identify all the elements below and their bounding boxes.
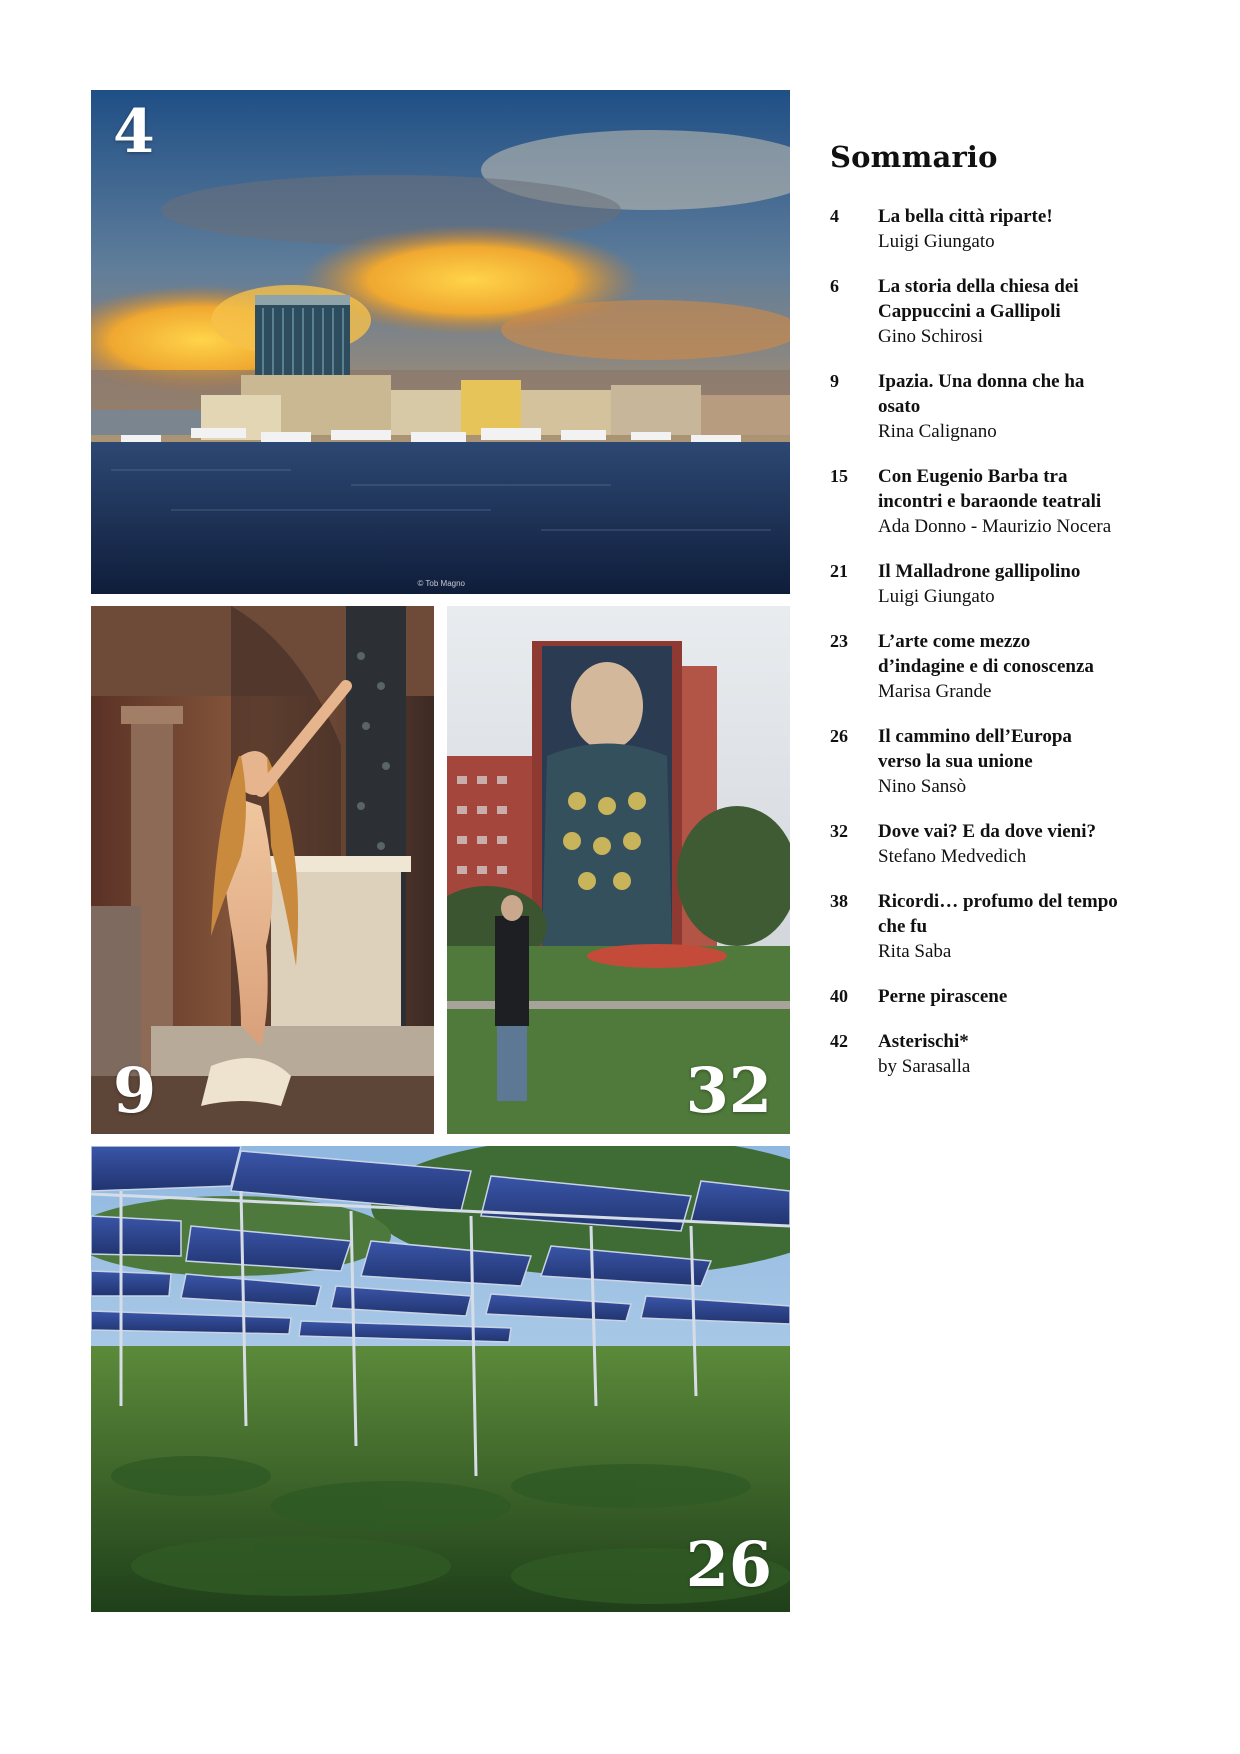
toc-entry-title (878, 1029, 1220, 1054)
toc-entry[interactable] (830, 464, 1220, 539)
toc-entry-title-line: osato (878, 396, 921, 417)
toc-page-number: 9 (830, 371, 839, 391)
toc-page-number: 38 (830, 891, 848, 911)
toc-entry-body (878, 274, 1220, 349)
toc-entry[interactable] (830, 889, 1220, 964)
photo-mural-building (447, 606, 790, 1134)
toc-entry[interactable] (830, 274, 1220, 349)
toc-entry-title (878, 984, 1220, 1009)
toc-entry-title-line: Ipazia. Una donna che ha (878, 371, 1085, 392)
toc-page-number: 21 (830, 561, 848, 581)
toc-entry-body (878, 559, 1220, 609)
toc-entry-author: Stefano Medvedich (878, 846, 1027, 867)
toc-entry-body (878, 984, 1220, 1009)
toc-entry-title-line: verso la sua unione (878, 751, 1033, 772)
toc-entry-title (878, 819, 1220, 844)
toc-entry-title (878, 369, 1220, 419)
toc-entry-author: Rita Saba (878, 941, 952, 962)
toc-entry-title-line: La storia della chiesa dei (878, 276, 1079, 297)
toc-entry-author: Luigi Giungato (878, 586, 995, 607)
toc-entry-author: Ada Donno - Maurizio Nocera (878, 516, 1112, 537)
toc-entry-author: Luigi Giungato (878, 231, 995, 252)
photo-solar-field (91, 1146, 790, 1612)
photo-page-number: 32 (685, 1054, 772, 1127)
toc-entry-title (878, 724, 1220, 774)
toc-page-number: 32 (830, 821, 848, 841)
toc-entry[interactable] (830, 984, 1220, 1009)
photo-credit: © Tob Magno (417, 579, 465, 588)
toc-entry[interactable] (830, 1029, 1220, 1079)
photo-page-number: 9 (113, 1054, 157, 1127)
photo-gallipoli-harbor (91, 90, 790, 594)
toc-entry-body (878, 464, 1220, 539)
toc-entry-author: Marisa Grande (878, 681, 992, 702)
toc-entry[interactable] (830, 559, 1220, 609)
toc-entry-title-line: La bella città riparte! (878, 206, 1053, 227)
toc-entry-title-line: che fu (878, 916, 928, 937)
photo-hypatia-painting (91, 606, 434, 1134)
toc-entry-body (878, 369, 1220, 444)
toc-page-number: 40 (830, 986, 848, 1006)
toc-entry[interactable] (830, 204, 1220, 254)
toc-entry-title-line: Con Eugenio Barba tra (878, 466, 1068, 487)
toc-entry-author: Rina Calignano (878, 421, 997, 442)
toc-entry-title-line: d’indagine e di conoscenza (878, 656, 1094, 677)
toc-entry-title (878, 274, 1220, 324)
toc-entry-title (878, 629, 1220, 679)
toc-entry-author: by Sarasalla (878, 1056, 971, 1077)
toc-entry-title (878, 559, 1220, 584)
toc-entry-title-line: Cappuccini a Gallipoli (878, 301, 1061, 322)
toc-page-number: 15 (830, 466, 848, 486)
toc-entry[interactable] (830, 369, 1220, 444)
toc-entry-title-line: Il Malladrone gallipolino (878, 561, 1081, 582)
toc-entry-title-line: Ricordi… profumo del tempo (878, 891, 1118, 912)
toc-title: Sommario (830, 140, 998, 174)
toc-entry-body (878, 819, 1220, 869)
toc-entry-title-line: Perne pirascene (878, 986, 1008, 1007)
toc-entry-title-line: L’arte come mezzo (878, 631, 1031, 652)
harbor-illustration (91, 90, 790, 594)
toc-entry-body (878, 724, 1220, 799)
toc-entry-body (878, 204, 1220, 254)
toc-entry-title (878, 889, 1220, 939)
toc-entry-title (878, 204, 1220, 229)
toc-page-number: 6 (830, 276, 839, 296)
toc-page-number: 42 (830, 1031, 848, 1051)
toc-entry[interactable] (830, 819, 1220, 869)
toc-page-number: 26 (830, 726, 848, 746)
toc-entry-author: Gino Schirosi (878, 326, 984, 347)
toc-list (830, 204, 1220, 1079)
toc-entry-body (878, 629, 1220, 704)
toc-entry-title-line: incontri e baraonde teatrali (878, 491, 1102, 512)
table-of-contents (830, 140, 1220, 1099)
toc-entry-title (878, 464, 1220, 514)
toc-entry[interactable] (830, 724, 1220, 799)
toc-entry-title-line: Dove vai? E da dove vieni? (878, 821, 1096, 842)
photo-page-number: 4 (113, 97, 155, 167)
toc-entry-author: Nino Sansò (878, 776, 967, 797)
photo-page-number: 26 (685, 1528, 772, 1601)
toc-page-number: 23 (830, 631, 848, 651)
toc-entry-body (878, 889, 1220, 964)
toc-entry[interactable] (830, 629, 1220, 704)
toc-entry-title-line: Il cammino dell’Europa (878, 726, 1072, 747)
toc-page-number: 4 (830, 206, 839, 226)
toc-entry-title-line: Asterischi* (878, 1031, 969, 1052)
toc-entry-body (878, 1029, 1220, 1079)
